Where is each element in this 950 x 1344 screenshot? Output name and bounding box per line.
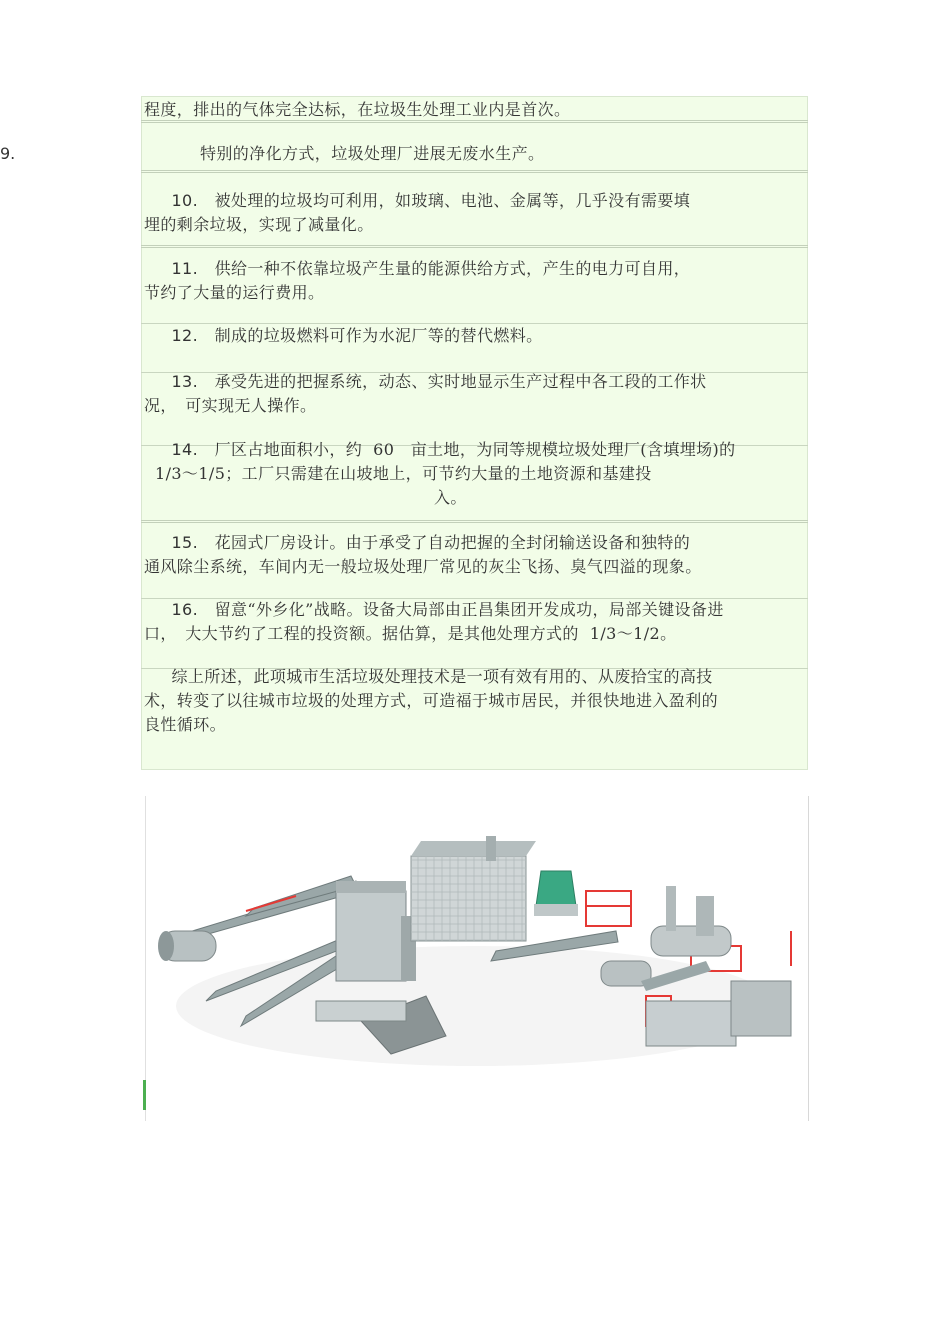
paragraph-item-15: 15. 花园式厂房设计。由于承受了自动把握的全封闭输送设备和独特的 通风除尘系统，车间内无一般垃圾处理厂常见的灰尘飞扬、臭气四溢的现象。 (144, 533, 702, 576)
paragraph-continued: 程度，排出的气体完全达标，在垃圾生处理工业内是首次。 (144, 100, 571, 119)
paragraph-item-11: 11. 供给一种不依靠垃圾产生量的能源供给方式，产生的电力可自用， 节约了大量的运行费用。 (144, 259, 691, 302)
dryer-unit (411, 836, 536, 941)
paragraph-item-9: 特别的净化方式，垃圾处理厂进展无废水生产。 (200, 144, 545, 163)
paragraph-item-12: 12. 制成的垃圾燃料可作为水泥厂等的替代燃料。 (171, 326, 543, 345)
plant-drawing (146, 796, 808, 1121)
paragraph-item-10: 10. 被处理的垃圾均可利用，如玻璃、电池、金属等，几乎没有需要填 埋的剩余垃圾，实现了减量化。 (144, 191, 691, 234)
central-tower (336, 881, 416, 981)
row-divider (141, 245, 808, 248)
paragraph-summary: 综上所述，此项城市生活垃圾处理技术是一项有效有用的、从废拾宝的高技 术，转变了以往城市垃圾的处理方式，可造福于城市居民，并很快地进入盈利的 良性循环。 (144, 667, 719, 734)
plant-illustration (145, 796, 809, 1121)
paragraph-item-13: 13. 承受先进的把握系统，动态、实时地显示生产过程中各工段的工作状 况， 可实现无人操作。 (144, 372, 707, 415)
item-number-9: 9. (0, 144, 16, 163)
reactor-cylinder (651, 886, 731, 956)
paragraph-item-14: 14. 厂区占地面积小，约 60 亩土地，为同等规模垃圾处理厂(含填埋场)的 1/3～1/5；工厂只需建在山坡地上，可节约大量的土地资源和基建投 入。 (154, 440, 736, 507)
row-divider (141, 170, 808, 173)
rotary-drum (158, 931, 216, 961)
row-divider (141, 520, 808, 523)
paragraph-item-16: 16. 留意“外乡化”战略。设备大局部由正昌集团开发成功，局部关键设备进 口， 大大节约了工程的投资额。据估算，是其他处理方式的 1/3～1/2。 (144, 600, 724, 643)
cooling-tower (534, 871, 578, 916)
image-edge-mark (143, 1080, 146, 1110)
